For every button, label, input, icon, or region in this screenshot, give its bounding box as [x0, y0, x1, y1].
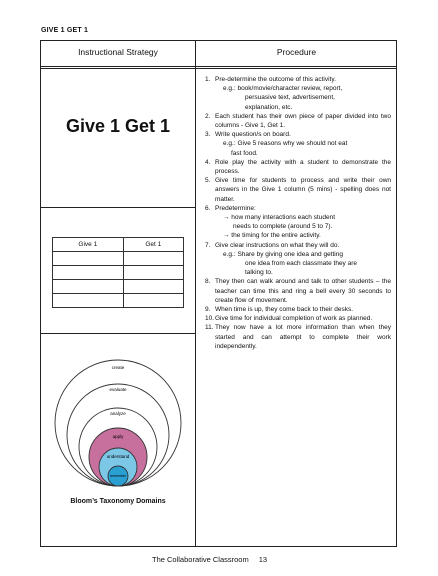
step-text: Pre-determine the outcome of this activity. [215, 76, 336, 83]
step-example: e.g.: Share by giving one idea and getting [223, 250, 343, 258]
bloom-taxonomy-diagram [54, 359, 182, 487]
page-footer [152, 555, 267, 564]
left-cell-divider [41, 207, 195, 208]
step-example-cont: persuasive text, advertisement, [245, 94, 335, 102]
step-text: Give clear instructions on what they will do. [215, 241, 340, 249]
table-cell [123, 266, 183, 280]
list-item [205, 130, 391, 158]
step-number: 11. [205, 324, 214, 332]
step-text: Role play the activity with a student to demonstrate the process. [215, 158, 391, 176]
step-number: 1. [205, 76, 211, 83]
step-number: 8. [205, 278, 211, 286]
list-item [205, 314, 391, 323]
step-text: Give time for individual completion of work as planned. [215, 315, 373, 323]
table-cell [123, 280, 183, 294]
table-cell [53, 280, 124, 294]
header-procedure: Procedure [276, 47, 317, 57]
step-example-cont: fast food. [231, 149, 258, 157]
table-row [53, 238, 184, 252]
step-text: Write question/s on board. [215, 131, 291, 139]
step-example-cont: one idea from each classmate they are [245, 260, 358, 268]
table-cell [53, 252, 124, 266]
list-item [205, 158, 391, 176]
step-example: e.g.: Give 5 reasons why we should not eat [223, 140, 348, 148]
bloom-caption: Bloom’s Taxonomy Domains [70, 498, 166, 505]
table-row [53, 266, 184, 280]
table-row [53, 280, 184, 294]
step-text: They then can walk around and talk to other students – the teacher can time this and ring a bell every 30 seconds to create flow of movement. [215, 278, 391, 304]
table-header-row [41, 41, 396, 69]
column-divider [195, 41, 196, 546]
procedure-list [205, 75, 391, 351]
left-cell-divider [41, 333, 195, 334]
table-cell [53, 294, 124, 308]
table-row [53, 252, 184, 266]
bloom-label-remember: remember [110, 474, 126, 478]
step-example-cont: talking to. [245, 269, 273, 277]
step-number: 7. [205, 241, 211, 249]
list-item [205, 75, 391, 112]
bloom-label-understand: understand [106, 454, 130, 459]
bloom-label-evaluate: evaluate [109, 387, 127, 392]
step-detail: → the timing for the entire activity. [223, 232, 321, 240]
step-number: 4. [205, 158, 211, 166]
step-number: 5. [205, 177, 211, 185]
bloom-label-apply: apply [112, 434, 124, 439]
header-instructional-strategy: Instructional Strategy [78, 47, 158, 57]
step-example: e.g.: book/movie/character review, report, [223, 85, 343, 93]
step-number: 6. [205, 204, 211, 212]
give-1-column-header: Give 1 [53, 238, 124, 252]
table-cell [123, 294, 183, 308]
step-detail-cont: needs to complete (around 5 to 7). [233, 223, 333, 231]
list-item [205, 305, 391, 314]
get-1-column-header: Get 1 [123, 238, 183, 252]
table-cell [123, 252, 183, 266]
list-item [205, 112, 391, 130]
step-text: Give time for students to process and write their own answers in the Give 1 column (5 mins) - spelling does not matter. [215, 177, 391, 203]
step-number: 10. [205, 315, 215, 323]
step-text: When time is up, they come back to their desks. [215, 306, 354, 314]
step-number: 3. [205, 131, 211, 139]
document-header: GIVE 1 GET 1 [41, 27, 89, 34]
give-get-table [52, 237, 184, 308]
list-item [205, 204, 391, 241]
step-text: Predetermine: [215, 204, 256, 212]
list-item [205, 323, 391, 351]
step-text: Each student has their own piece of paper divided into two columns - Give 1, Get 1. [215, 112, 391, 130]
list-item [205, 277, 391, 305]
bloom-label-analyze: analyze [110, 411, 126, 416]
table-row [53, 294, 184, 308]
list-item [205, 176, 391, 204]
strategy-table [40, 40, 397, 547]
step-example-cont: explanation, etc. [245, 103, 293, 111]
step-number: 2. [205, 112, 211, 120]
step-number: 9. [205, 306, 211, 314]
bloom-label-create: create [111, 365, 125, 370]
step-detail: → how many interactions each student [223, 214, 336, 222]
strategy-title: Give 1 Get 1 [65, 116, 171, 136]
book-title: The Collaborative Classroom [152, 555, 249, 564]
list-item [205, 241, 391, 278]
step-text: They now have a lot more information than when they started and can attempt to complete their work independently. [215, 324, 391, 350]
page-number: 13 [258, 555, 268, 564]
table-cell [53, 266, 124, 280]
